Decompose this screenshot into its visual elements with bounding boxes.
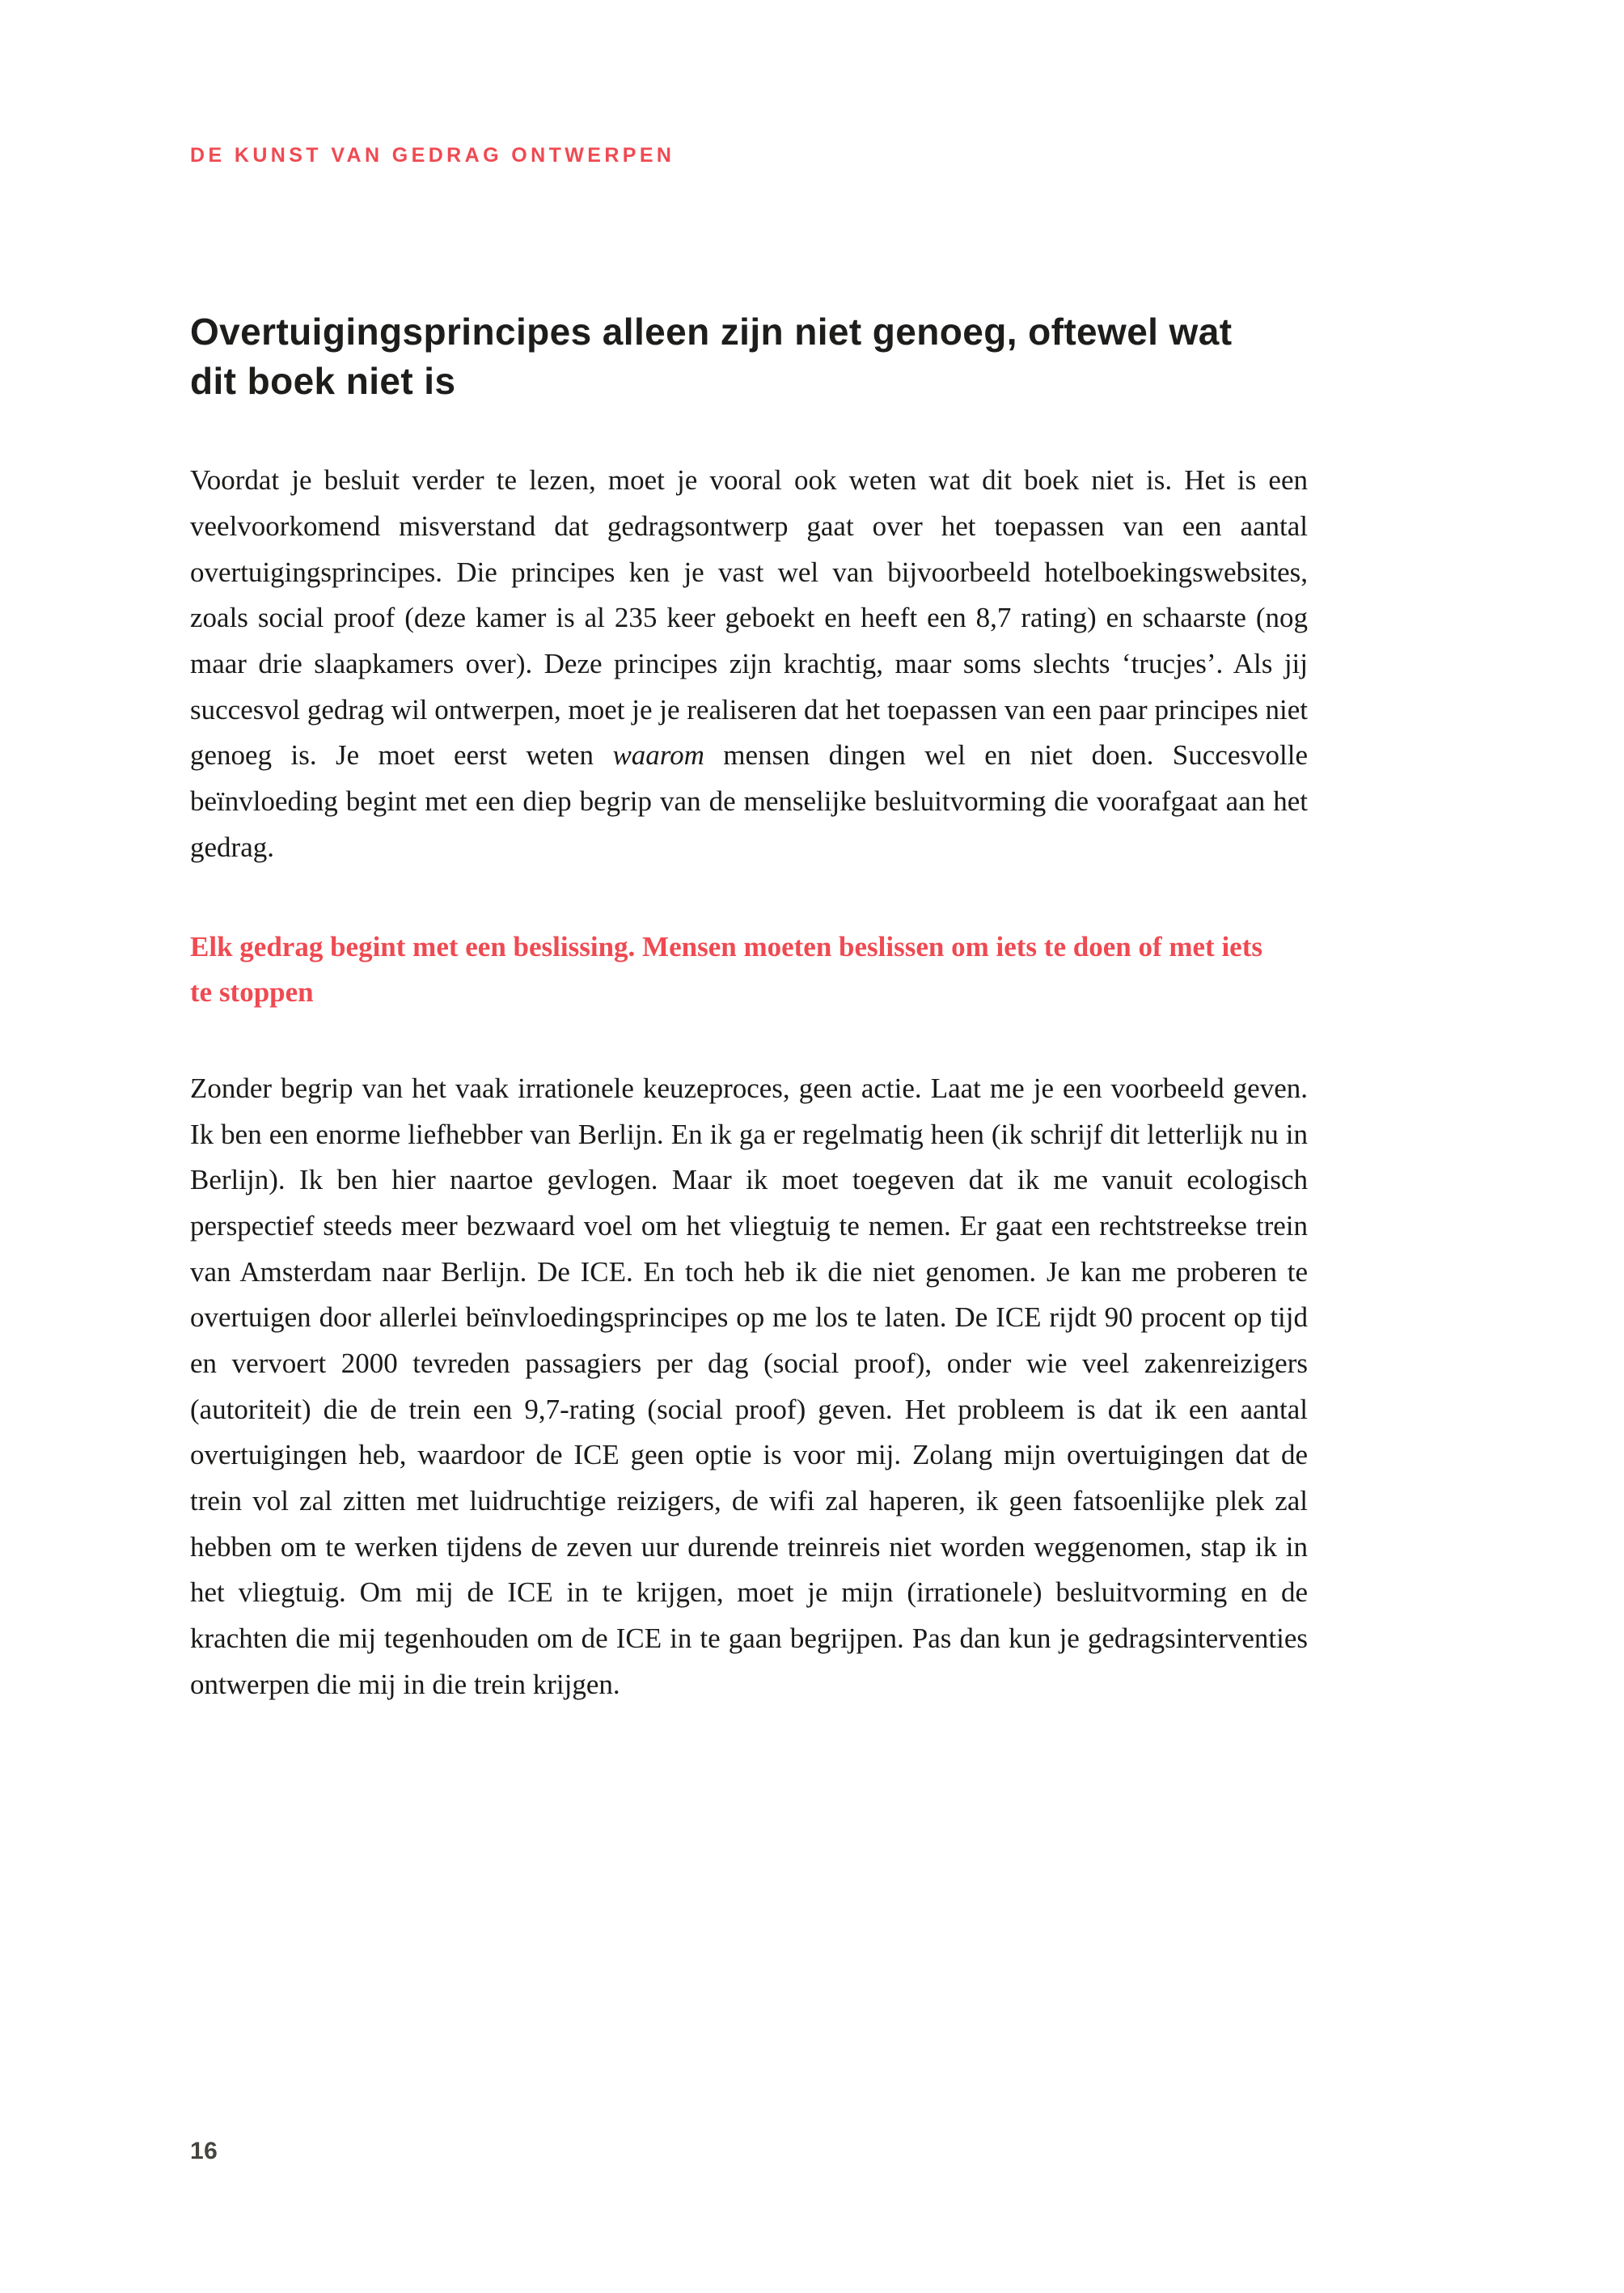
section-subheading: Elk gedrag begint met een beslissing. Mensen moeten beslissen om iets te doen of met iets te stoppen <box>190 930 1262 1009</box>
paragraph-berlijn: Zonder begrip van het vaak irrationele keuzeproces, geen actie. Laat me je een voorbeeld geven. Ik ben een enorme liefhebber van Berlijn. En ik ga er regelmatig heen (ik schrijf dit letterlijk nu in Berlijn). Ik ben hier naartoe gevlogen. Maar ik moet toegeven dat ik me vanuit ecologisch perspectief steeds meer bezwaard voel om het vliegtuig te nemen. Er gaat een rechtstreekse trein van Amsterdam naar Berlijn. De ICE. En toch heb ik die niet genomen. Je kan me proberen te overtuigen door allerlei beïnvloedingsprincipes op me los te laten. De ICE rijdt 90 procent op tijd en vervoert 2000 tevreden passagiers per dag (social proof), onder wie veel zakenreizigers (autoriteit) die de trein een 9,7-rating (social proof) geven. Het probleem is dat ik een aantal overtuigingen heb, waardoor de ICE geen optie is voor mij. Zolang mijn overtuigingen dat de trein vol zal zitten met luidruchtige reizigers, de wifi zal haperen, ik geen fatsoenlijke plek zal hebben om te werken tijdens de zeven uur durende treinreis niet worden weggenomen, stap ik in het vliegtuig. Om mij de ICE in te krijgen, moet je mijn (irrationele) besluitvorming en de krachten die mij tegenhouden om de ICE in te gaan begrijpen. Pas dan kun je gedragsinterventies ontwerpen die mij in die trein krijgen. <box>190 1072 1308 1700</box>
running-head: DE KUNST VAN GEDRAG ONTWERPEN <box>190 144 675 167</box>
spacer-before-subheading <box>190 871 1308 924</box>
paragraph-intro-part-2: mensen dingen wel en niet doen. Succesvolle beïnvloeding begint met een diep begrip van de menselijke besluitvorming die voorafgaat aan het gedrag. <box>190 739 1308 863</box>
emphasis-waarom: waarom <box>612 739 704 772</box>
paragraph-intro <box>190 458 1308 870</box>
spacer-after-subheading <box>190 1016 1308 1066</box>
paragraph-intro-part-1: Voordat je besluit verder te lezen, moet je vooral ook weten wat dit boek niet is. Het is een veelvoorkomend misverstand dat gedragsontwerp gaat over het toepassen van een aantal overtuigingsprincipes. Die principes ken je vast wel van bijvoorbeeld hotelboekingswebsites, zoals social proof (deze kamer is al 235 keer geboekt en heeft een 8,7 rating) en schaarste (nog maar drie slaapkamers over). Deze principes zijn krachtig, maar soms slechts ‘trucjes’. Als jij succesvol gedrag wil ontwerpen, moet je je realiseren dat het toepassen van een paar principes niet genoeg is. Je moet eerst weten <box>190 464 1308 772</box>
chapter-heading: Overtuigingsprincipes alleen zijn niet genoeg, oftewel wat dit boek niet is <box>190 311 1233 403</box>
page-number: 16 <box>190 2138 218 2164</box>
text-column <box>190 307 1308 1708</box>
spacer-after-heading <box>190 406 1308 458</box>
